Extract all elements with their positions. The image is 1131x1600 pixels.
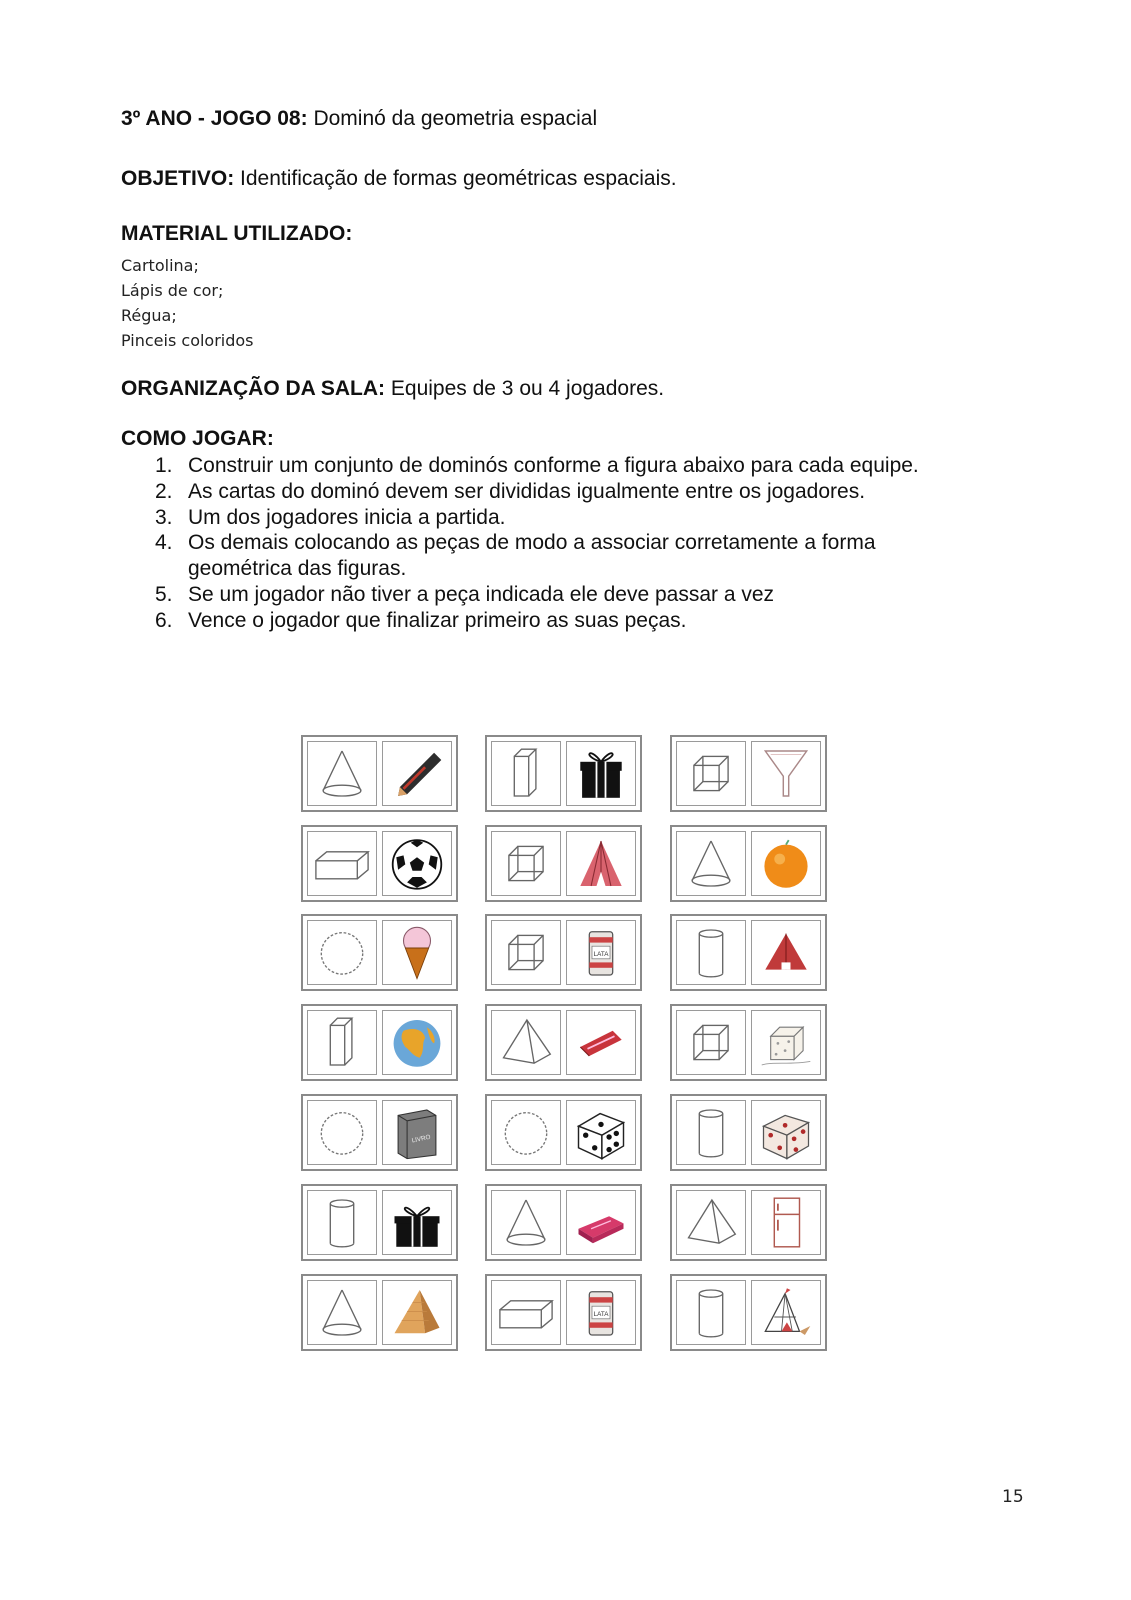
cylinder-icon	[676, 1280, 746, 1345]
fridge-icon	[751, 1190, 821, 1255]
step-text: Um dos jogadores inicia a partida.	[188, 506, 506, 529]
domino-card	[485, 1094, 642, 1171]
how-to-play-heading	[121, 427, 274, 451]
material-item: Régua;	[121, 306, 177, 325]
domino-card	[301, 914, 458, 991]
pyramid-photo-icon	[382, 1280, 452, 1345]
candy-bar-icon	[566, 1010, 636, 1075]
domino-card	[301, 1004, 458, 1081]
step-text: Se um jogador não tiver a peça indicada ele deve passar a vez	[188, 583, 775, 606]
dice-icon	[751, 1100, 821, 1165]
ice-cream-cone-icon	[382, 920, 452, 985]
book-icon	[382, 1100, 452, 1165]
material-label: MATERIAL UTILIZADO:	[121, 222, 353, 245]
step-text: Vence o jogador que finalizar primeiro as suas peças.	[188, 609, 687, 632]
material-item: Lápis de cor;	[121, 281, 224, 300]
domino-card	[670, 825, 827, 902]
domino-card	[670, 914, 827, 991]
domino-card	[301, 1274, 458, 1351]
domino-card	[485, 1274, 642, 1351]
cube-icon	[491, 831, 561, 896]
orange-icon	[751, 831, 821, 896]
sphere-icon	[491, 1100, 561, 1165]
step-text: Construir um conjunto de dominós conforme a figura abaixo para cada equipe.	[188, 454, 919, 477]
domino-card	[485, 1184, 642, 1261]
domino-card	[485, 1004, 642, 1081]
red-pyramid-icon	[751, 920, 821, 985]
tent-icon	[566, 831, 636, 896]
objective-text: Identificação de formas geométricas espaciais.	[240, 167, 677, 190]
title-prefix: 3º ANO - JOGO 08:	[121, 107, 308, 130]
cylinder-icon	[676, 1100, 746, 1165]
dice-icon	[566, 1100, 636, 1165]
funnel-icon	[751, 741, 821, 806]
prism-icon	[491, 741, 561, 806]
objective-label: OBJETIVO:	[121, 167, 235, 190]
soccer-ball-icon	[382, 831, 452, 896]
cube-icon	[676, 1010, 746, 1075]
step-item	[155, 583, 774, 607]
material-item: Cartolina;	[121, 256, 199, 275]
cube-icon	[676, 741, 746, 806]
globe-icon	[382, 1010, 452, 1075]
domino-card	[301, 1094, 458, 1171]
cylinder-icon	[676, 920, 746, 985]
cone-icon	[676, 831, 746, 896]
organization	[121, 377, 664, 401]
tent-icon	[751, 1280, 821, 1345]
domino-card	[670, 1094, 827, 1171]
material-heading	[121, 222, 352, 246]
sphere-icon	[307, 920, 377, 985]
cylinder-icon	[307, 1190, 377, 1255]
step-item	[155, 454, 919, 478]
organization-label: ORGANIZAÇÃO DA SALA:	[121, 377, 386, 400]
cone-icon	[307, 1280, 377, 1345]
domino-card	[301, 735, 458, 812]
can-icon	[566, 920, 636, 985]
step-number: 2.	[155, 480, 173, 503]
gift-box-icon	[566, 741, 636, 806]
domino-card	[670, 1184, 827, 1261]
step-item	[155, 531, 876, 555]
pencil-icon	[382, 741, 452, 806]
step-number: 4.	[155, 531, 173, 554]
step-number: 1.	[155, 454, 173, 477]
rectangular-box-icon	[491, 1280, 561, 1345]
step-number: 6.	[155, 609, 173, 632]
domino-card	[485, 735, 642, 812]
step-item	[155, 480, 865, 504]
rectangular-box-icon	[307, 831, 377, 896]
objective	[121, 167, 677, 191]
cone-icon	[491, 1190, 561, 1255]
gift-box-icon	[382, 1190, 452, 1255]
step-number: 3.	[155, 506, 173, 529]
step-text: As cartas do dominó devem ser divididas igualmente entre os jogadores.	[188, 480, 866, 503]
eraser-icon	[566, 1190, 636, 1255]
organization-text: Equipes de 3 ou 4 jogadores.	[390, 377, 665, 400]
material-item: Pinceis coloridos	[121, 331, 254, 350]
step-item	[155, 506, 506, 530]
cube-icon	[491, 920, 561, 985]
prism-icon	[307, 1010, 377, 1075]
step-text: Os demais colocando as peças de modo a associar corretamente a forma	[188, 531, 876, 554]
step-number: 5.	[155, 583, 173, 606]
domino-card	[301, 1184, 458, 1261]
page-number: 15	[1002, 1487, 1024, 1507]
page-title	[121, 107, 597, 131]
sphere-icon	[307, 1100, 377, 1165]
step-text-continuation: geométrica das figuras.	[188, 557, 407, 580]
domino-card	[670, 735, 827, 812]
title-text: Dominó da geometria espacial	[313, 107, 598, 130]
sugar-cube-icon	[751, 1010, 821, 1075]
can-icon	[566, 1280, 636, 1345]
pyramid-icon	[676, 1190, 746, 1255]
domino-card	[670, 1274, 827, 1351]
how-to-play-label: COMO JOGAR:	[121, 427, 274, 450]
step-item	[155, 609, 686, 633]
pyramid-icon	[491, 1010, 561, 1075]
cone-icon	[307, 741, 377, 806]
domino-card	[670, 1004, 827, 1081]
domino-card	[485, 825, 642, 902]
domino-card	[301, 825, 458, 902]
domino-card	[485, 914, 642, 991]
